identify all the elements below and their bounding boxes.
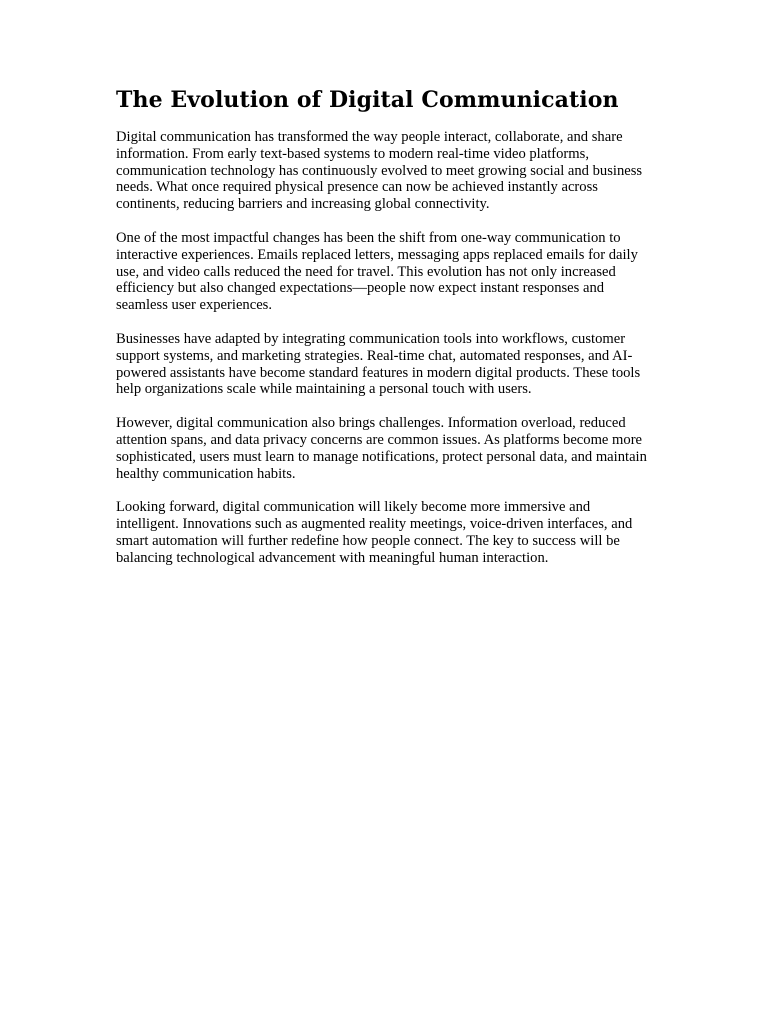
document-title: The Evolution of Digital Communication [116,87,619,113]
paragraph-3: Businesses have adapted by integrating communication tools into workflows, customer support systems, and marketing strategies. Real-time chat, automated responses, and AI-powered assistants have become standard features in modern digital products. These tools help organizations scale while maintaining a personal touch with users. [116,330,641,398]
paragraph-5: Looking forward, digital communication will likely become more immersive and intelligent. Innovations such as augmented reality meetings, voice-driven interfaces, and smart automation will further redefine how people connect. The key to success will be balancing technological advancement with meaningful human interaction. [116,499,633,566]
paragraph-1: Digital communication has transformed the way people interact, collaborate, and share information. From early text-based systems to modern real-time video platforms, communication technology has continuously evolved to meet growing social and business needs. What once required physical presence can now be achieved instantly across continents, reducing barriers and increasing global connectivity. [116,129,643,213]
document-body [116,86,656,584]
paragraph-4: However, digital communication also brings challenges. Information overload, reduced attention spans, and data privacy concerns are common issues. As platforms become more sophisticated, users must learn to manage notifications, protect personal data, and maintain healthy communication habits. [116,415,647,482]
paragraph-2: One of the most impactful changes has been the shift from one-way communication to interactive experiences. Emails replaced letters, messaging apps replaced emails for daily use, and video calls reduced the need for travel. This evolution has not only increased efficiency but also changed expectations—people now expect instant responses and seamless user experiences. [116,229,638,314]
